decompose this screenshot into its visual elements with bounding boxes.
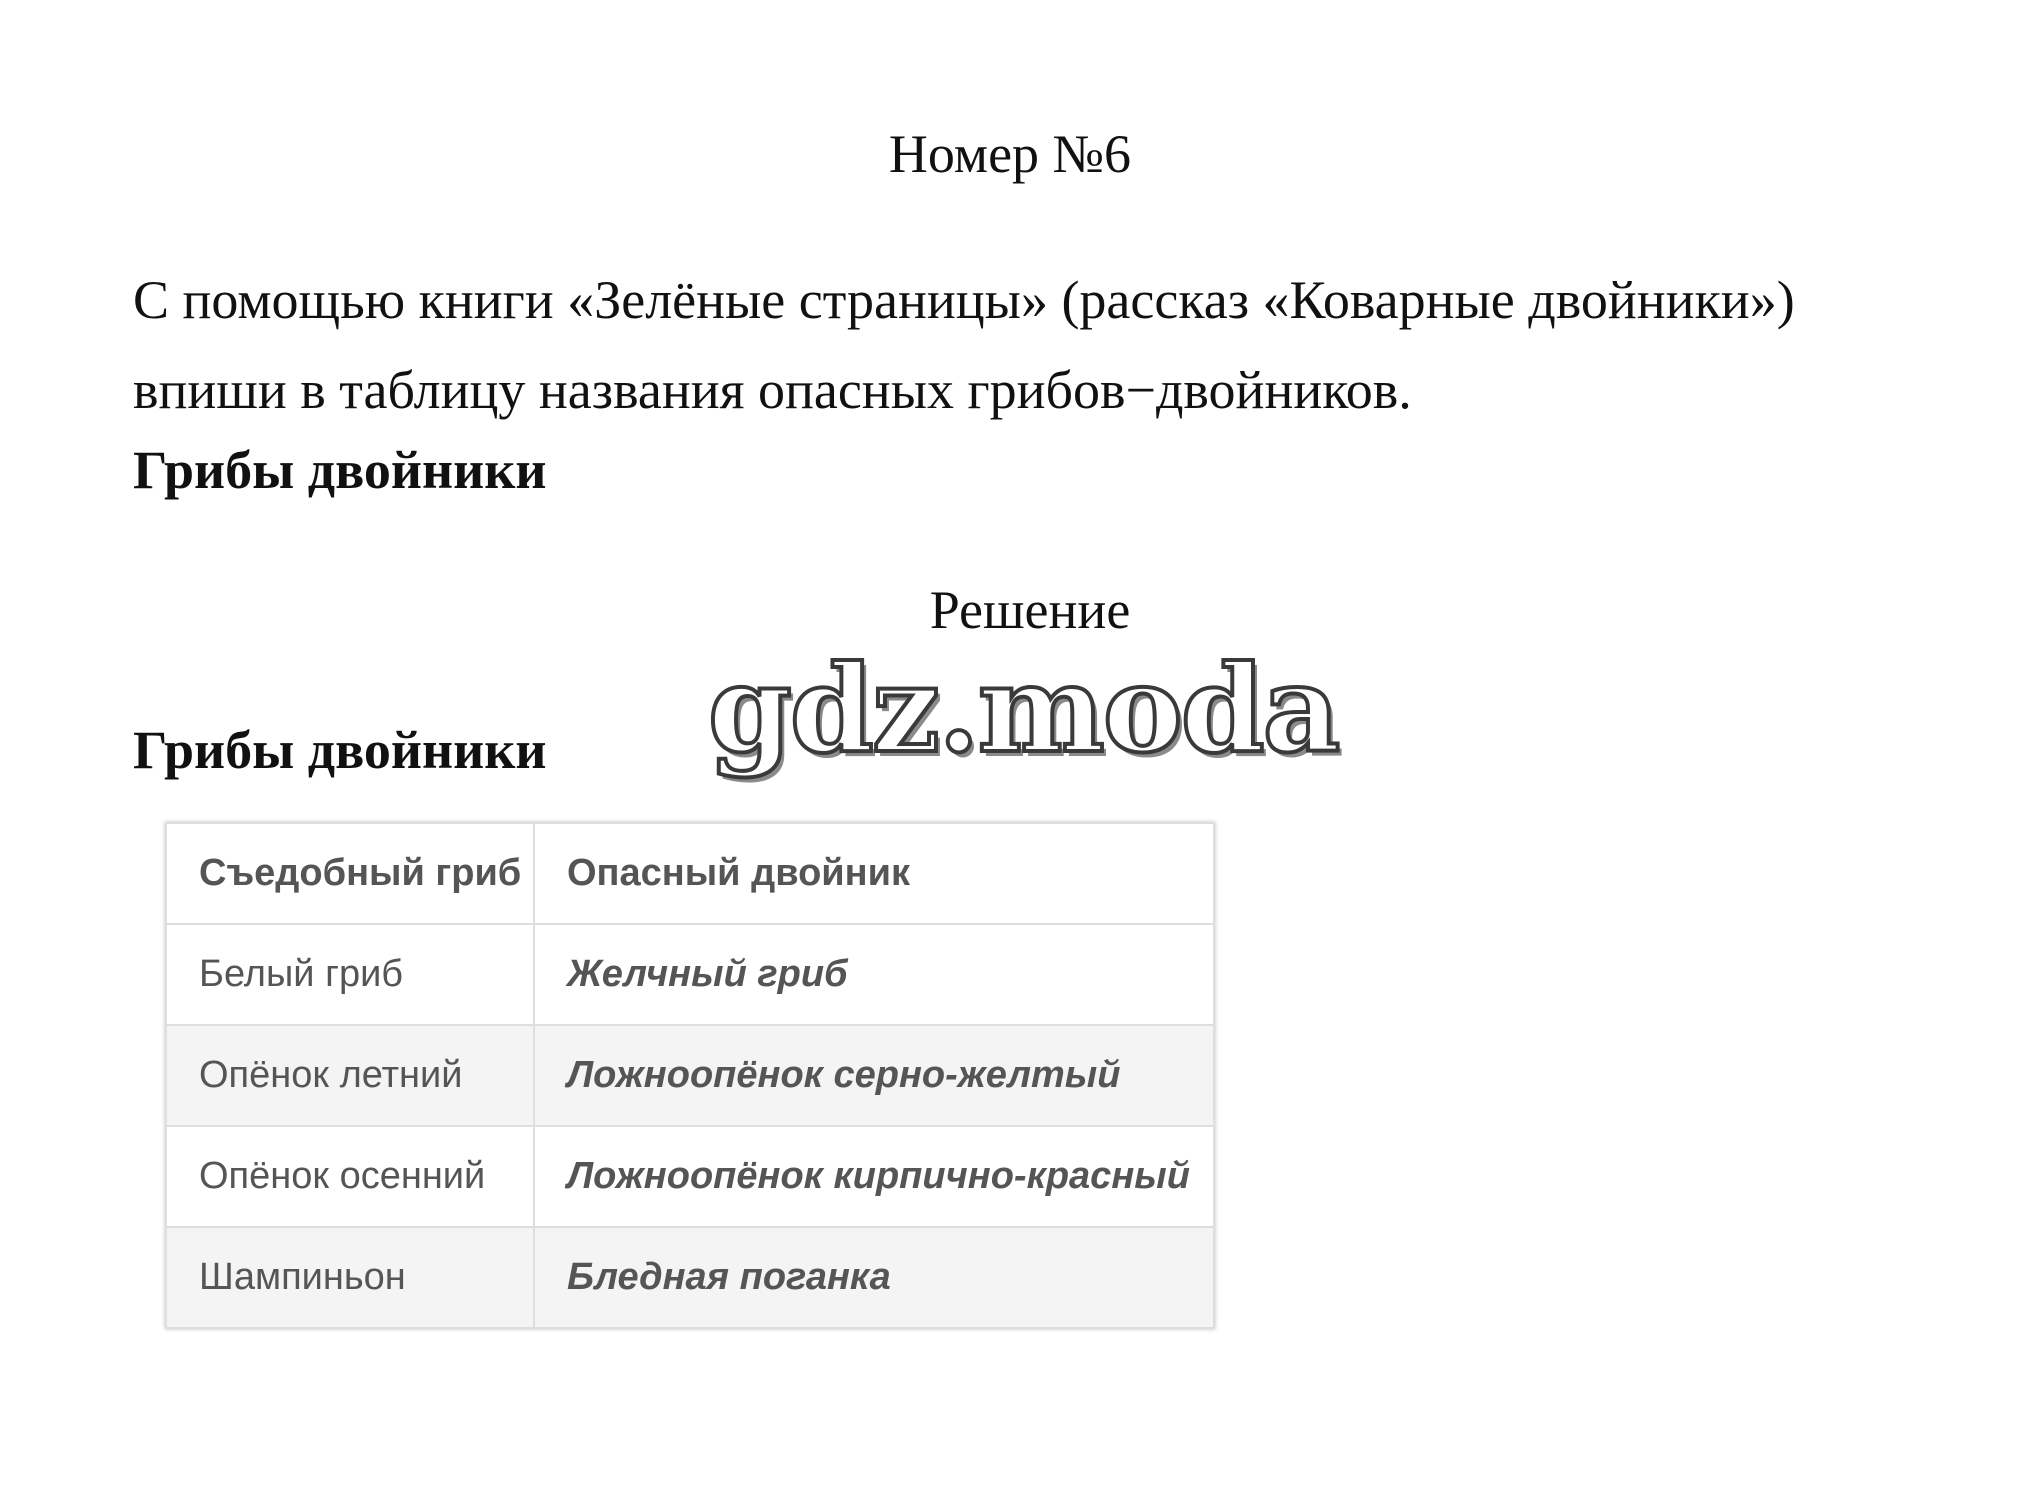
header-twin: Опасный двойник <box>534 823 1214 924</box>
table-row <box>166 924 1214 1025</box>
table-row <box>166 1025 1214 1126</box>
edible-cell: Опёнок летний <box>166 1025 534 1126</box>
table-row <box>166 1227 1214 1328</box>
edible-cell: Белый гриб <box>166 924 534 1025</box>
solution-heading: Грибы двойники <box>133 720 547 780</box>
table-header-row <box>166 823 1214 924</box>
header-edible: Съедобный гриб <box>166 823 534 924</box>
edible-cell: Шампиньон <box>166 1227 534 1328</box>
page-title: Номер №6 <box>888 124 1132 184</box>
mushroom-table <box>165 822 1215 1329</box>
watermark-logo: gdz.moda <box>708 639 1339 780</box>
solution-label: Решение <box>929 580 1131 640</box>
task-heading: Грибы двойники <box>133 440 547 500</box>
twin-cell: Ложноопёнок кирпично-красный <box>534 1126 1214 1227</box>
table-row <box>166 1126 1214 1227</box>
edible-cell: Опёнок осенний <box>166 1126 534 1227</box>
task-text: С помощью книги «Зелёные страницы» (рассказ «Коварные двойники») впиши в таблицу названия опасных грибов−двойников. <box>133 270 1795 420</box>
twin-cell: Ложноопёнок серно-желтый <box>534 1025 1214 1126</box>
twin-cell: Бледная поганка <box>534 1227 1214 1328</box>
twin-cell: Желчный гриб <box>534 924 1214 1025</box>
